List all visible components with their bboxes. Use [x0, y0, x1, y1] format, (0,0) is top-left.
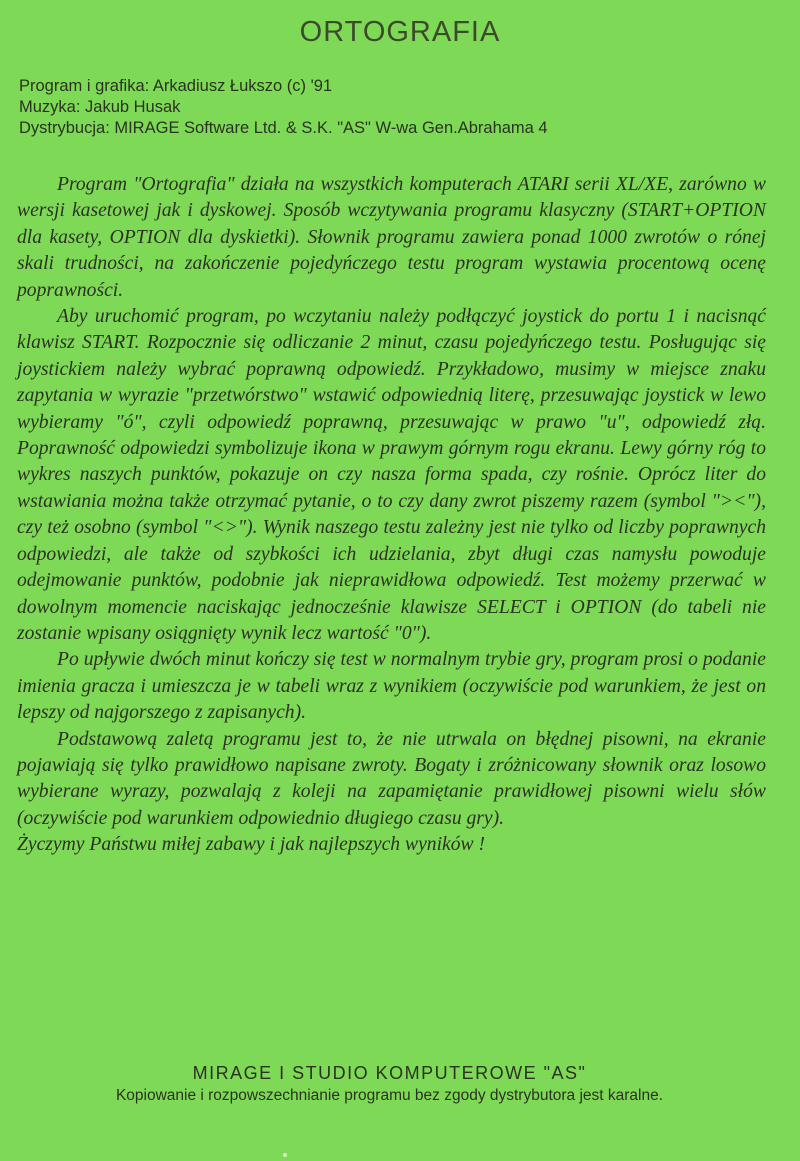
paragraph-end-of-test: Po upływie dwóch minut kończy się test w normalnym trybie gry, program prosi o podanie imienia gracza i umieszcza je w tabeli wraz z wynikiem (oczywiście pod warunkiem, że jest on lepszy od najgorszego z zapisanych).: [17, 649, 766, 724]
credits-program: Program i grafika: Arkadiusz Łukszo (c) '91: [19, 77, 333, 95]
decorative-dot: [283, 1153, 287, 1157]
credits-distribution: Dystrybucja: MIRAGE Software Ltd. & S.K. "AS" W-wa Gen.Abrahama 4: [19, 119, 548, 137]
credits-block: [19, 76, 789, 139]
page-title: ORTOGRAFIA: [299, 16, 501, 48]
paragraph-wishes: Życzymy Państwu miłej zabawy i jak najlepszych wyników !: [17, 834, 485, 856]
publisher-line: MIRAGE I STUDIO KOMPUTEROWE "AS": [192, 1063, 587, 1083]
credits-music: Muzyka: Jakub Husak: [19, 98, 181, 116]
paragraph-intro: Program "Ortografia" działa na wszystkich komputerach ATARI serii XL/XE, zarówno w wersji kasetowej jak i dyskowej. Sposób wczytywania programu klasyczny (START+OPTION dla kasety, OPTION dla dyskietki). Słownik programu zawiera ponad 1000 zwrotów o rónej skali trudności, na zakończenie pojedyńczego testu program wystawia procentową ocenę poprawności.: [17, 174, 766, 301]
paragraph-advantages: Podstawową zaletą programu jest to, że nie utrwala on błędnej pisowni, na ekranie pojawiają się tylko prawidłowo napisane zwroty. Bogaty i zróżnicowany słownik oraz losowo wybierane wyrazy, pozwalają z koleji na zapamiętanie prawidłowej pisowni wielu słów (oczywiście pod warunkiem odpowiednio długiego czasu gry).: [17, 728, 766, 829]
copyright-notice: Kopiowanie i rozpowszechnianie programu bez zgody dystrybutora jest karalne.: [115, 1087, 664, 1104]
instructions-body: [17, 172, 766, 859]
paragraph-howto: Aby uruchomić program, po wczytaniu należy podłączyć joystick do portu 1 i nacisnąć klawisz START. Rozpocznie się odliczanie 2 minut, czasu pojedyńczego testu. Posługując się joystickiem należy wybrać poprawną odpowiedź. Przykładowo, musimy w miejsce znaku zapytania w wyrazie "przetwórstwo" wstawić odpowiednią literę, przesuwając joystick w lewo wybieramy "ó", czyli odpowiedź poprawną, przesuwając w prawo "u", odpowiedź złą. Poprawność odpowiedzi symbolizuje ikona w prawym górnym rogu ekranu. Lewy górny róg to wykres naszych punktów, pokazuje on czy nasza forma spada, czy rośnie. Oprócz liter do wstawiania można także otrzymać pytanie, o to czy dany zwrot piszemy razem (symbol "><"), czy też osobno (symbol "<>"). Wynik naszego testu zależny jest nie tylko od liczby poprawnych odpowiedzi, ale także od szybkości ich udzielania, zbyt długi czas namysłu powoduje odejmowanie punktów, podobnie jak nieprawidłowa odpowiedź. Test możemy przerwać w dowolnym momencie naciskając jednocześnie klawisze SELECT i OPTION (do tabeli nie zostanie wpisany osiągnięty wynik lecz wartość "0").: [17, 306, 766, 644]
